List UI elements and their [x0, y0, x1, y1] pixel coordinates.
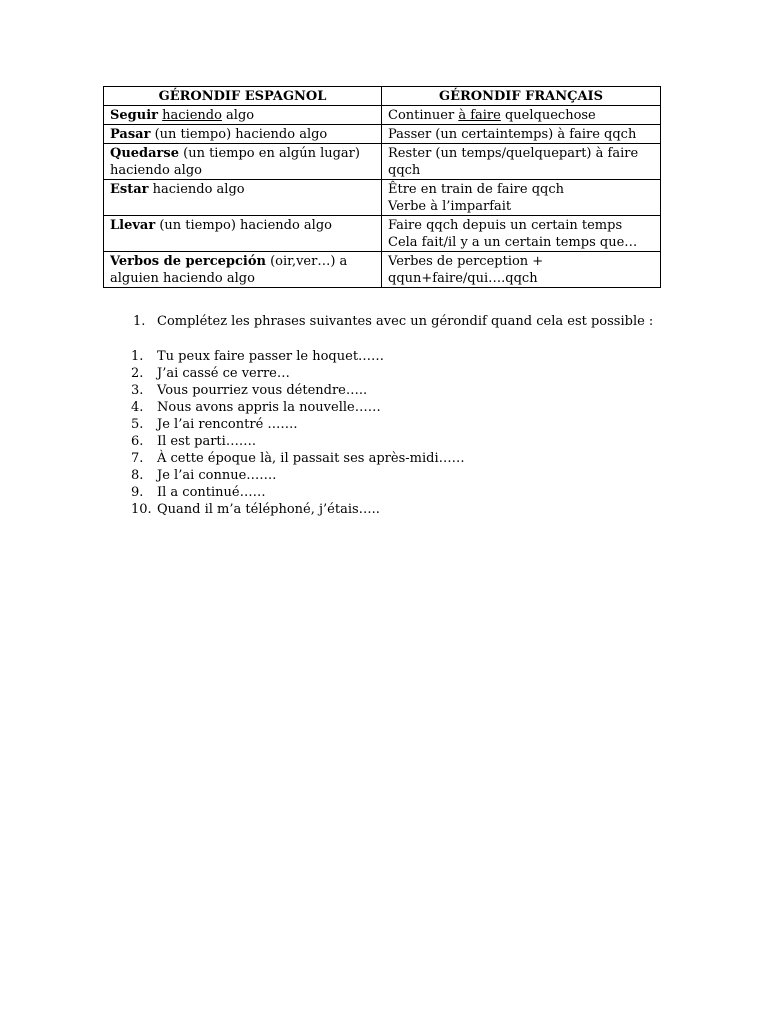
item-text: Nous avons appris la nouvelle……: [157, 400, 381, 415]
french-cell: [382, 106, 661, 125]
verb-bold: Pasar: [110, 127, 151, 142]
list-item: [131, 399, 465, 416]
table-row: [104, 106, 661, 125]
list-item: [131, 365, 465, 382]
french-cell: [382, 216, 661, 252]
french-cell: [382, 180, 661, 216]
spanish-cell: [104, 106, 382, 125]
cell-text: (oir,ver…) a alguien haciendo algo: [110, 254, 348, 286]
item-text: Quand il m’a téléphoné, j’étais…..: [157, 502, 380, 517]
item-number: 6.: [131, 434, 144, 449]
table-row: [104, 144, 661, 180]
cell-text: haciendo algo: [148, 182, 245, 197]
item-number: 7.: [131, 451, 144, 466]
french-cell: Rester (un temps/quelquepart) à faire qqch: [382, 144, 661, 180]
verb-bold: Estar: [110, 182, 149, 197]
cell-line: Verbe à l’imparfait: [388, 199, 512, 214]
table-row: [104, 216, 661, 252]
item-text: Il est parti…….: [157, 434, 256, 449]
underlined-word: à faire: [458, 108, 501, 123]
verb-bold: Seguir: [110, 108, 158, 123]
verb-bold: Quedarse: [110, 146, 179, 161]
item-text: Vous pourriez vous détendre…..: [157, 383, 368, 398]
cell-line: Cela fait/il y a un certain temps que…: [388, 235, 638, 250]
item-number: 2.: [131, 366, 144, 381]
list-item: [131, 484, 465, 501]
gerund-comparison-table: [103, 86, 661, 288]
spanish-cell: [104, 252, 382, 288]
cell-text: (un tiempo) haciendo algo: [155, 218, 332, 233]
spanish-cell: [104, 216, 382, 252]
french-cell: [382, 252, 661, 288]
header-french: GÉRONDIF FRANÇAIS: [382, 87, 661, 106]
item-number: 3.: [131, 383, 144, 398]
french-cell: Passer (un certaintemps) à faire qqch: [382, 125, 661, 144]
cell-text: quelquechose: [500, 108, 596, 123]
cell-line: Être en train de faire qqch: [388, 182, 565, 197]
verb-bold: Llevar: [110, 218, 156, 233]
cell-text: Continuer: [388, 108, 459, 123]
item-text: Il a continué……: [157, 485, 266, 500]
list-item: [131, 433, 465, 450]
item-text: Je l’ai connue…….: [157, 468, 277, 483]
item-number: 8.: [131, 468, 144, 483]
item-number: 5.: [131, 417, 144, 432]
header-spanish: GÉRONDIF ESPAGNOL: [104, 87, 382, 106]
verb-bold: Verbos de percepción: [110, 254, 266, 269]
list-item: [131, 450, 465, 467]
item-text: Je l’ai rencontré …….: [157, 417, 298, 432]
cell-line: qqun+faire/qui….qqch: [388, 271, 538, 286]
table-row: [104, 125, 661, 144]
cell-line: Verbes de perception +: [388, 254, 544, 269]
cell-text: (un tiempo en algún lugar) haciendo algo: [110, 146, 360, 178]
instruction-text: Complétez les phrases suivantes avec un gérondif quand cela est possible :: [157, 314, 654, 329]
spanish-cell: [104, 144, 382, 180]
list-item: [131, 382, 465, 399]
cell-text: (un tiempo) haciendo algo: [150, 127, 328, 142]
cell-text: algo: [221, 108, 255, 123]
table-row: [104, 252, 661, 288]
item-text: J’ai cassé ce verre…: [157, 366, 290, 381]
list-item: [131, 416, 465, 433]
instruction-number: 1.: [133, 314, 146, 329]
item-text: Tu peux faire passer le hoquet……: [157, 349, 385, 364]
item-number: 10.: [131, 502, 152, 517]
item-text: À cette époque là, il passait ses après-midi……: [157, 451, 465, 466]
spanish-cell: [104, 125, 382, 144]
table-row: [104, 180, 661, 216]
exercise-list: [131, 348, 465, 518]
list-item: [131, 501, 465, 518]
cell-line: Faire qqch depuis un certain temps: [388, 218, 623, 233]
spanish-cell: [104, 180, 382, 216]
item-number: 9.: [131, 485, 144, 500]
item-number: 4.: [131, 400, 144, 415]
list-item: [131, 467, 465, 484]
underlined-word: haciendo: [162, 108, 222, 123]
item-number: 1.: [131, 349, 144, 364]
list-item: [131, 348, 465, 365]
instruction: [133, 313, 653, 330]
table-header-row: [104, 87, 661, 106]
